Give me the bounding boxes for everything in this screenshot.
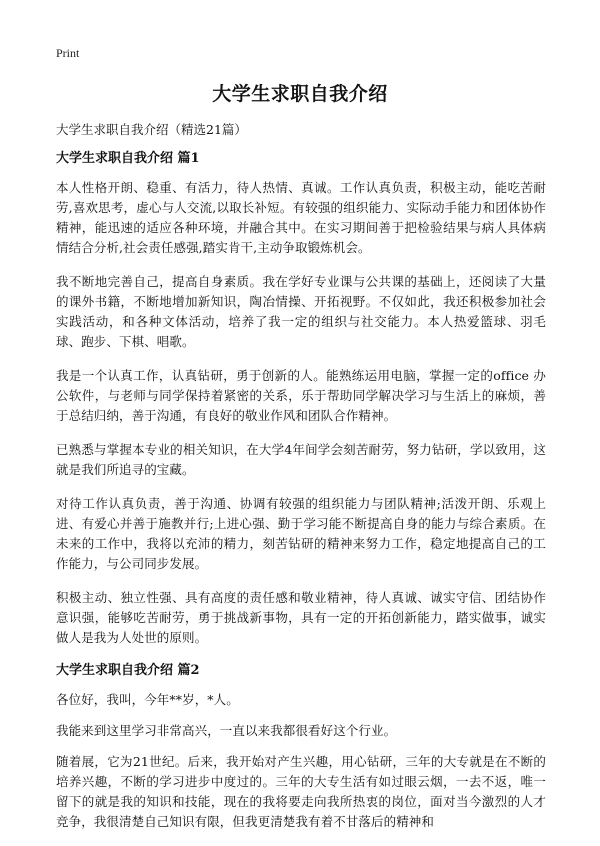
paragraph: 积极主动、独立性强、具有高度的责任感和敬业精神，待人真诚、诚实守信、团结协作意识强，能够吃苦耐劳，勇于挑战新事物，具有一定的开拓创新能力，踏实做事，诚实做人是我为人处世的原则。 <box>56 590 546 645</box>
paragraph: 对待工作认真负责，善于沟通、协调有较强的组织能力与团队精神;活泼开朗、乐观上进、有爱心并善于施教并行;上进心强、勤于学习能不断提高自身的能力与综合素质。在未来的工作中，我将以充沛的精力，刻苦钻研的精神来努力工作，稳定地提高自己的工作能力，与公司同步发展。 <box>56 496 546 571</box>
section-2 <box>56 662 546 832</box>
paragraph: 各位好，我叫，今年**岁，*人。 <box>56 692 239 707</box>
paragraph: 随着展，它为21世纪。后来，我开始对产生兴趣，用心钻研，三年的大专就是在不断的培养兴趣，不断的学习进步中度过的。三年的大专生活有如过眼云烟，一去不返，唯一留下的就是我的知识和技能，现在的我将要走向我所热衷的岗位，面对当今激烈的人才竞争，我很清楚自己知识有限，但我更清楚我有着不甘落后的精神和 <box>56 754 546 829</box>
print-link[interactable]: Print <box>56 46 80 60</box>
section-heading: 大学生求职自我介绍 篇2 <box>56 663 200 678</box>
document-body <box>56 121 546 846</box>
document-subtitle: 大学生求职自我介绍（精选21篇） <box>56 122 247 137</box>
paragraph: 已熟悉与掌握本专业的相关知识，在大学4年间学会刻苦耐劳，努力钻研，学以致用，这就是我们所追寻的宝藏。 <box>56 442 546 477</box>
document-title: 大学生求职自我介绍 <box>212 83 388 105</box>
paragraph: 本人性格开朗、稳重、有活力，待人热情、真诚。工作认真负责，积极主动，能吃苦耐劳,喜欢思考，虚心与人交流,以取长补短。有较强的组织能力、实际动手能力和团体协作精神，能迅速的适应各种环境，并融合其中。在实习期间善于把检验结果与病人具体病情结合分析,社会责任感强,踏实肯干,主动争取锻炼机会。 <box>56 180 546 255</box>
paragraph: 我不断地完善自己，提高自身素质。我在学好专业课与公共课的基础上，还阅读了大量的课外书籍，不断地增加新知识，陶冶情操、开拓视野。不仅如此，我还积极参加社会实践活动，和各种文体活动，培养了我一定的组织与社交能力。本人热爱篮球、羽毛球、跑步、下棋、唱歌。 <box>56 274 546 349</box>
section-heading: 大学生求职自我介绍 篇1 <box>56 151 200 166</box>
section-1 <box>56 150 546 648</box>
paragraph: 我能来到这里学习非常高兴，一直以来我都很看好这个行业。 <box>56 723 397 738</box>
paragraph: 我是一个认真工作，认真钻研，勇于创新的人。能熟练运用电脑，掌握一定的office 办公软件，与老师与同学保持着紧密的关系，乐于帮助同学解决学习与生活上的麻烦，善于总结归纳，善于沟通，有良好的敬业作风和团队合作精神。 <box>56 368 546 423</box>
